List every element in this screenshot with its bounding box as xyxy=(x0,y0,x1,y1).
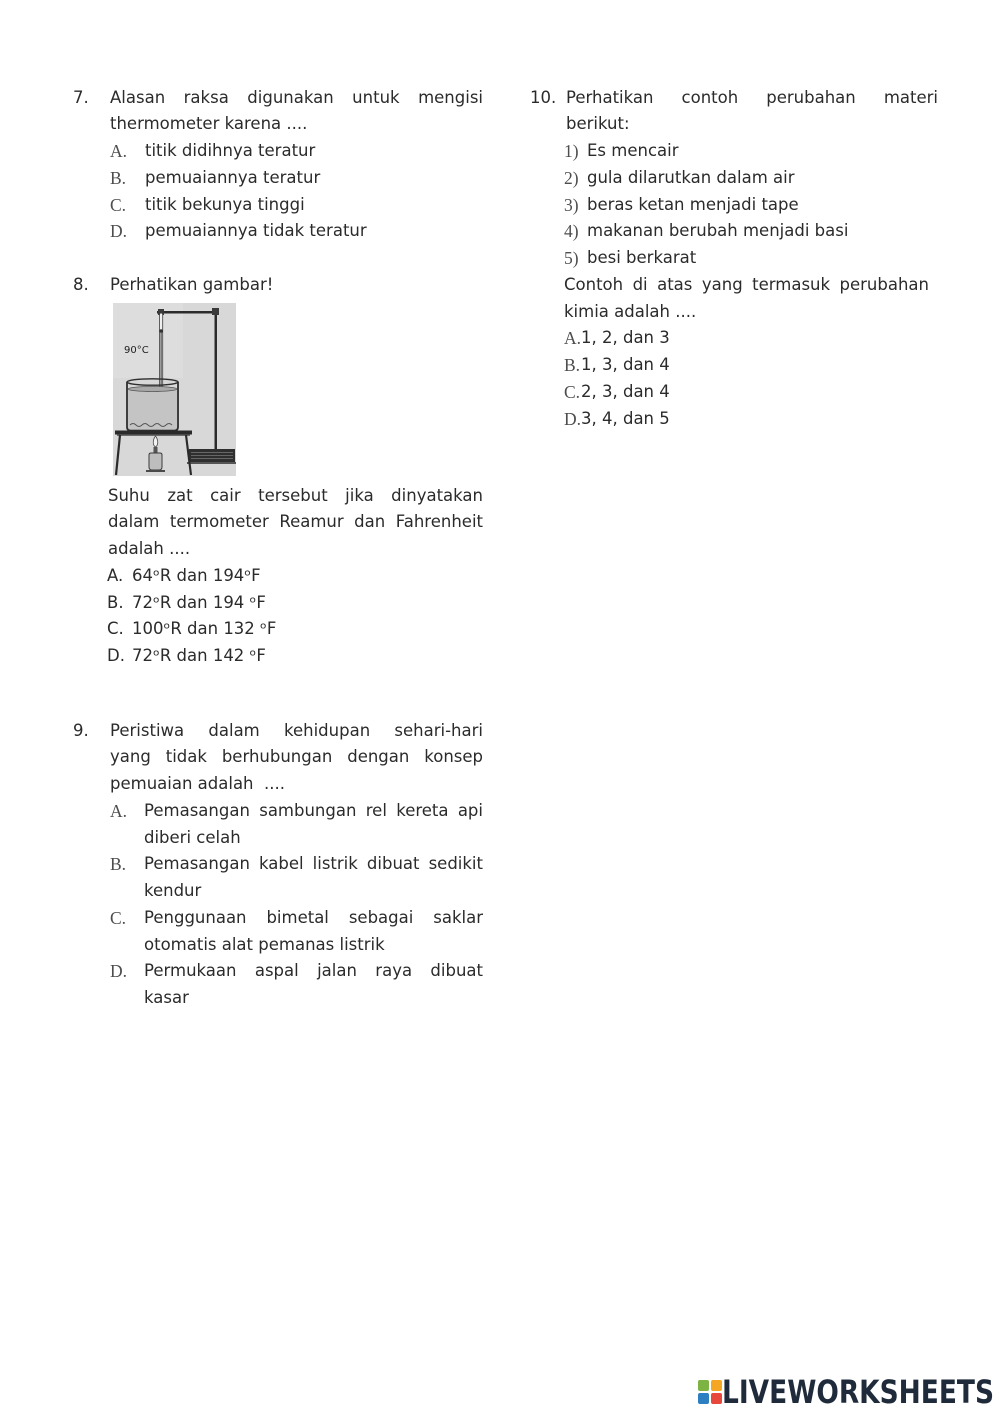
option-text: 64ᵒR dan 194ᵒF xyxy=(132,565,261,585)
logo-tile xyxy=(698,1380,709,1391)
option-text: 1, 3, dan 4 xyxy=(581,355,670,375)
option-text: 2, 3, dan 4 xyxy=(581,381,670,401)
question-stem-line: Peristiwa dalam kehidupan sehari-hari xyxy=(110,720,483,740)
option-label: C. xyxy=(110,194,127,215)
question-9 xyxy=(73,718,483,1012)
option-label: D. xyxy=(564,408,582,429)
option-label: B. xyxy=(110,854,127,875)
question-number: 7. xyxy=(73,87,89,107)
option-d xyxy=(73,218,483,245)
option-text: titik bekunya tinggi xyxy=(145,194,305,214)
option-c xyxy=(73,905,483,959)
option-label: B. xyxy=(110,167,127,188)
list-item-number: 5) xyxy=(564,248,579,269)
option-text-line: Pemasangan kabel listrik dibuat sedikit xyxy=(144,854,483,874)
option-text-line: diberi celah xyxy=(144,827,241,847)
question-line: kimia adalah .... xyxy=(564,301,697,321)
option-label: D. xyxy=(107,646,125,666)
logo-tile xyxy=(711,1380,722,1391)
list-item xyxy=(530,218,938,245)
list-item-number: 4) xyxy=(564,221,579,242)
option-label: C. xyxy=(107,619,124,639)
option-c xyxy=(73,192,483,219)
option-text: 72ᵒR dan 194 ᵒF xyxy=(132,592,266,612)
question-8-body xyxy=(107,483,483,670)
option-text-line: kasar xyxy=(144,988,189,1008)
list-item-text: gula dilarutkan dalam air xyxy=(587,167,795,187)
option-text-line: Permukaan aspal jalan raya dibuat xyxy=(144,961,483,981)
question-stem-line: pemuaian adalah .... xyxy=(110,774,285,794)
option-label: D. xyxy=(110,221,128,242)
option-text-line: Penggunaan bimetal sebagai saklar xyxy=(144,907,483,927)
stand-base-shadow xyxy=(187,462,236,464)
stand-rod xyxy=(215,310,218,450)
option-text: 3, 4, dan 5 xyxy=(581,408,670,428)
list-item-text: besi berkarat xyxy=(587,248,697,268)
option-text: pemuaiannya teratur xyxy=(145,167,321,187)
logo-wordmark: LIVEWORKSHEETS xyxy=(722,1373,994,1411)
list-item xyxy=(530,138,938,165)
option-c xyxy=(530,379,938,406)
option-b xyxy=(73,165,483,192)
option-text-line: Pemasangan sambungan rel kereta api xyxy=(144,800,483,820)
option-b xyxy=(73,851,483,905)
wire-gauze xyxy=(117,435,190,437)
question-stem-line: thermometer karena .... xyxy=(110,114,308,134)
list-item xyxy=(530,192,938,219)
list-item xyxy=(530,165,938,192)
option-label: C. xyxy=(564,381,581,402)
option-text: 100ᵒR dan 132 ᵒF xyxy=(132,619,277,639)
option-label: A. xyxy=(564,328,582,349)
stand-arm xyxy=(157,311,217,314)
liveworksheets-logo[interactable] xyxy=(698,1373,994,1411)
list-item xyxy=(530,245,938,272)
option-c xyxy=(107,616,483,643)
option-text-line: kendur xyxy=(144,881,202,901)
option-d xyxy=(73,958,483,1012)
option-d xyxy=(530,406,938,433)
list-item-number: 1) xyxy=(564,141,579,162)
option-label: C. xyxy=(110,907,127,928)
option-label: A. xyxy=(110,800,128,821)
question-stem-line: dalam termometer Reamur dan Fahrenheit xyxy=(108,512,483,532)
question-stem-line: Suhu zat cair tersebut jika dinyatakan xyxy=(108,485,483,505)
option-label: B. xyxy=(107,592,124,612)
list-item-number: 3) xyxy=(564,194,579,215)
mercury-level-mark xyxy=(159,329,163,333)
option-text: titik didihnya teratur xyxy=(145,141,316,161)
option-a xyxy=(530,325,938,352)
figure-light-patch xyxy=(113,303,183,378)
question-number: 8. xyxy=(73,274,89,294)
logo-tile xyxy=(698,1393,709,1404)
burner-body xyxy=(149,453,162,470)
temperature-label: 90°C xyxy=(124,345,149,356)
option-a xyxy=(73,798,483,852)
list-item-text: beras ketan menjadi tape xyxy=(587,194,799,214)
burner-base xyxy=(146,470,165,472)
logo-tiles-icon xyxy=(698,1380,722,1404)
question-number: 10. xyxy=(530,87,557,107)
question-line: Contoh di atas yang termasuk perubahan xyxy=(564,274,929,294)
option-text: pemuaiannya tidak teratur xyxy=(145,221,367,241)
question-8-header xyxy=(73,272,483,299)
option-d xyxy=(107,643,483,670)
logo-tile xyxy=(711,1393,722,1404)
option-label: D. xyxy=(110,961,128,982)
experiment-figure xyxy=(113,303,236,476)
question-prompt: Perhatikan gambar! xyxy=(110,274,274,294)
list-item-text: Es mencair xyxy=(587,141,679,161)
beaker-liquid xyxy=(128,389,177,429)
tripod-top xyxy=(115,431,192,435)
option-b xyxy=(530,352,938,379)
liquid-surface xyxy=(128,387,177,392)
question-stem-line: adalah .... xyxy=(108,539,191,559)
burner-wick xyxy=(154,447,158,453)
option-text: 1, 2, dan 3 xyxy=(581,328,670,348)
question-stem-line: Alasan raksa digunakan untuk mengisi xyxy=(110,87,483,107)
list-item-text: makanan berubah menjadi basi xyxy=(587,221,849,241)
question-number: 9. xyxy=(73,720,89,740)
option-b xyxy=(107,590,483,617)
question-7 xyxy=(73,85,483,246)
option-label: B. xyxy=(564,355,581,376)
question-stem-line: yang tidak berhubungan dengan konsep xyxy=(110,747,483,767)
question-10 xyxy=(530,85,938,433)
option-label: A. xyxy=(107,565,124,585)
question-stem-line: Perhatikan contoh perubahan materi xyxy=(566,87,938,107)
option-text-line: otomatis alat pemanas listrik xyxy=(144,934,385,954)
option-a xyxy=(73,138,483,165)
option-label: A. xyxy=(110,141,128,162)
question-stem-line: berikut: xyxy=(566,114,630,134)
option-a xyxy=(107,563,483,590)
option-text: 72ᵒR dan 142 ᵒF xyxy=(132,646,266,666)
list-item-number: 2) xyxy=(564,167,579,188)
stand-clamp xyxy=(212,308,219,315)
